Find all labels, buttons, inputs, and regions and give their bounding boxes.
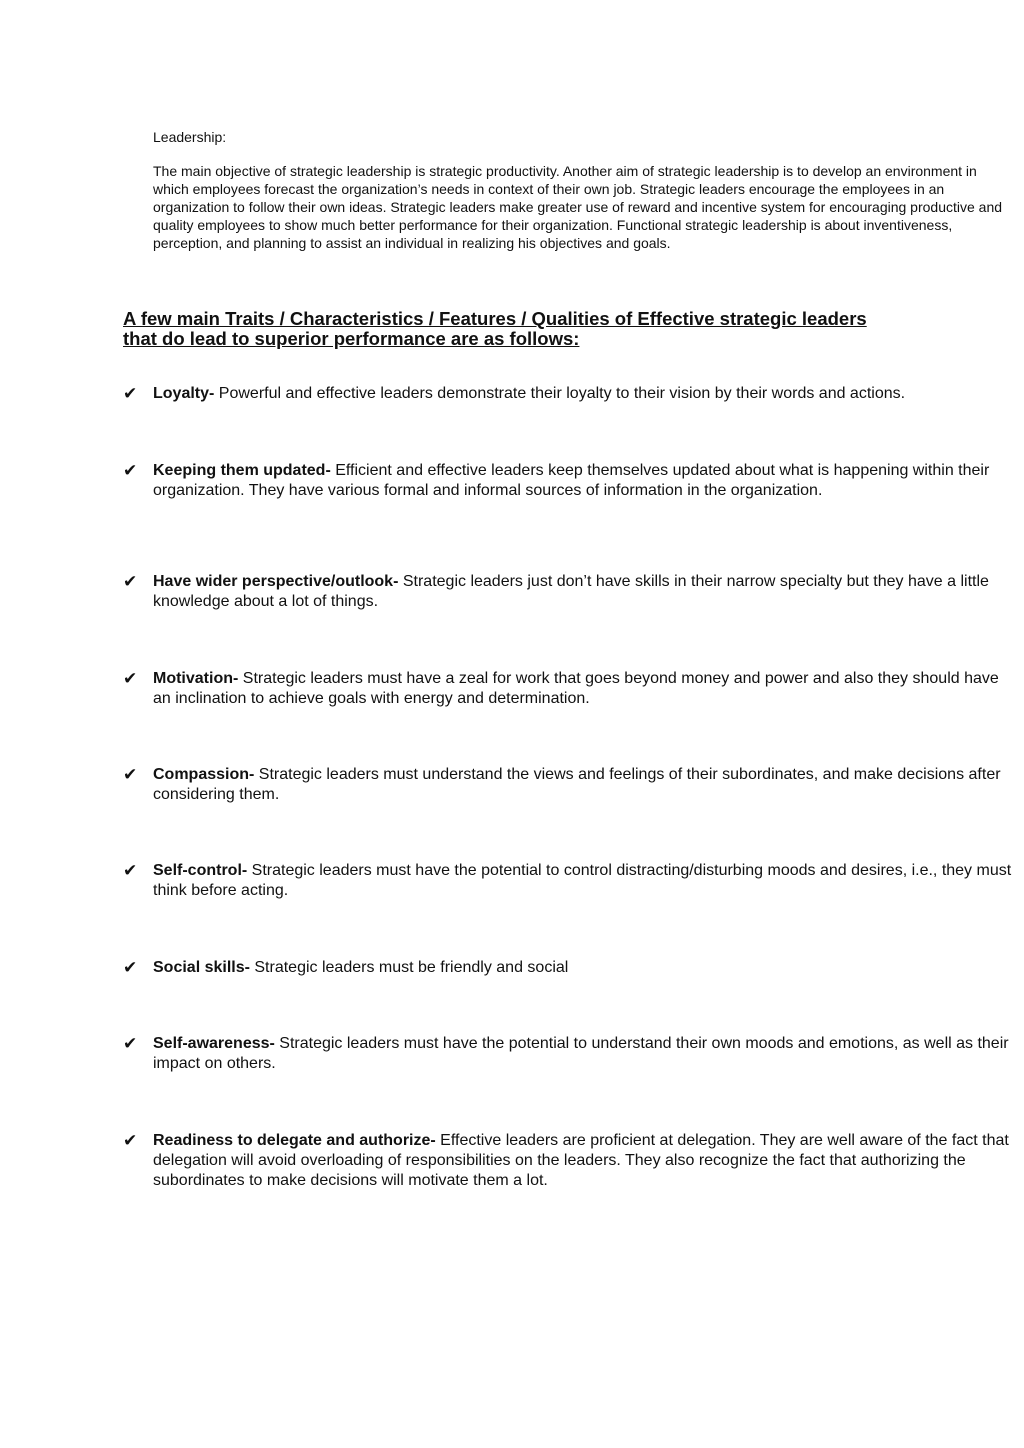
trait-title: Have wider perspective/outlook-: [153, 573, 399, 590]
trait-item-self-control: [123, 861, 1018, 901]
trait-title: Compassion-: [153, 766, 255, 783]
trait-title: Keeping them updated-: [153, 462, 331, 479]
trait-description: Strategic leaders must have the potential to understand their own moods and emotions, as well as their impact on others.: [153, 1035, 1009, 1072]
trait-title: Loyalty-: [153, 385, 215, 402]
checkmark-icon: ✔: [123, 461, 138, 481]
checkmark-icon: ✔: [123, 861, 138, 881]
intro-paragraph: The main objective of strategic leadership is strategic productivity. Another aim of strategic leadership is to develop an environment in which employees forecast the organization’s needs in context of their own job. Strategic leaders encourage the employees in an organization to follow their own ideas. Strategic leaders make greater use of reward and incentive system for encouraging productive and quality employees to show much better performance for their organization. Functional strategic leadership is about inventiveness, perception, and planning to assist an individual in realizing his objectives and goals.: [153, 163, 1003, 251]
section-heading-line-1: A few main Traits / Characteristics / Features / Qualities of Effective strategic leaders: [123, 308, 867, 329]
trait-description: Strategic leaders must understand the views and feelings of their subordinates, and make decisions after considering them.: [153, 766, 1001, 803]
trait-description: Strategic leaders must have a zeal for work that goes beyond money and power and also they should have an inclination to achieve goals with energy and determination.: [153, 670, 999, 707]
checkmark-icon: ✔: [123, 1131, 138, 1151]
trait-item-wider-perspective: [123, 572, 1018, 612]
trait-title: Motivation-: [153, 670, 239, 687]
trait-description: Effective leaders are proficient at delegation. They are well aware of the fact that delegation will avoid overloading of responsibilities on the leaders. They also recognize the fact that authorizing the subordinates to make decisions will motivate them a lot.: [153, 1132, 1009, 1189]
trait-item-compassion: [123, 765, 1018, 805]
trait-item-readiness-to-delegate: [123, 1131, 1018, 1191]
intro-section: [153, 128, 1015, 252]
trait-item-loyalty: [123, 384, 1018, 404]
checkmark-icon: ✔: [123, 1034, 138, 1054]
section-heading-line-2: that do lead to superior performance are as follows:: [123, 328, 580, 349]
trait-item-social-skills: [123, 958, 1018, 978]
trait-title: Self-control-: [153, 862, 248, 879]
checkmark-icon: ✔: [123, 765, 138, 785]
trait-description: Strategic leaders must have the potential to control distracting/disturbing moods and desires, i.e., they must think before acting.: [153, 862, 1012, 899]
trait-title: Readiness to delegate and authorize-: [153, 1132, 436, 1149]
section-heading: [123, 309, 913, 349]
trait-description: Powerful and effective leaders demonstrate their loyalty to their vision by their words and actions.: [214, 385, 906, 402]
trait-description: Strategic leaders must be friendly and social: [249, 959, 569, 976]
trait-title: Self-awareness-: [153, 1035, 275, 1052]
checkmark-icon: ✔: [123, 669, 138, 689]
trait-item-keeping-updated: [123, 461, 1018, 501]
intro-label: Leadership:: [153, 129, 227, 145]
trait-title: Social skills-: [153, 959, 250, 976]
checkmark-icon: ✔: [123, 958, 138, 978]
trait-description: Strategic leaders just don’t have skills in their narrow specialty but they have a little knowledge about a lot of things.: [153, 573, 989, 610]
trait-description: Efficient and effective leaders keep themselves updated about what is happening within their organization. They have various formal and informal sources of information in the organization.: [153, 462, 990, 499]
trait-item-motivation: [123, 669, 1018, 709]
checkmark-icon: ✔: [123, 572, 138, 592]
trait-item-self-awareness: [123, 1034, 1018, 1074]
checkmark-icon: ✔: [123, 384, 138, 404]
